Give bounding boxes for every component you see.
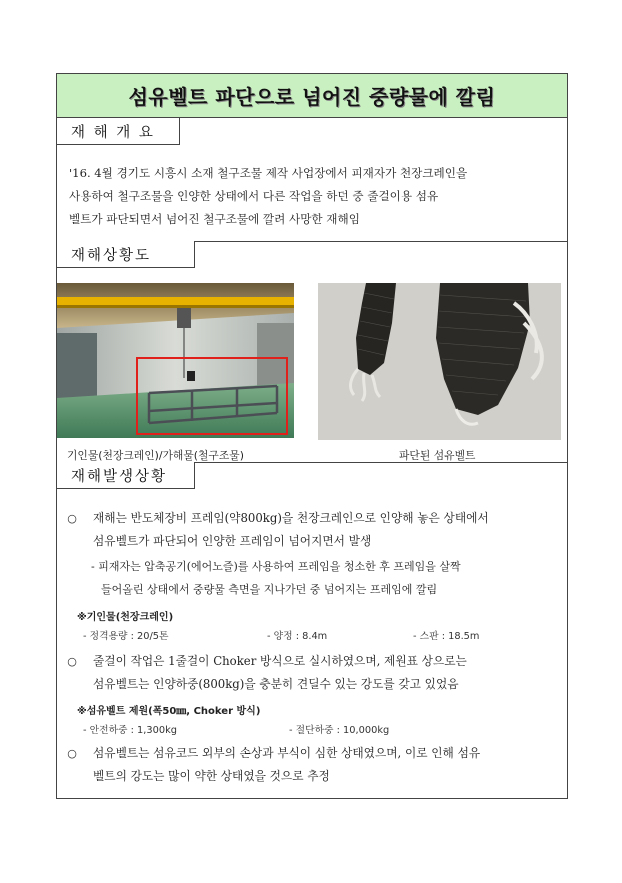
situation-bullet xyxy=(65,507,561,553)
document-frame xyxy=(56,73,568,799)
crane-spec-span: - 스판 : 18.5m xyxy=(413,631,480,642)
factory-scene-image xyxy=(57,283,294,438)
situation-sub-bullet xyxy=(91,555,561,601)
belt-spec-safe-load: - 안전하중 : 1,300kg xyxy=(83,725,177,736)
page-title: 섬유벨트 파단으로 넘어진 중량물에 깔림 xyxy=(128,85,496,109)
belt-photo-caption: 파단된 섬유벨트 xyxy=(399,449,476,462)
situation-bullet xyxy=(65,650,561,696)
overview-line: 사용하여 철구조물을 인양한 상태에서 다른 작업을 하던 중 줄걸이용 섬유 xyxy=(69,189,439,203)
belt-spec-title: ※섬유벨트 제원(폭50㎜, Choker 방식) xyxy=(77,706,261,717)
bullet-line: 섬유벨트는 섬유코드 외부의 손상과 부식이 심한 상태였으며, 이로 인해 섬유 xyxy=(93,746,481,760)
section-label-diagram: 재해상황도 xyxy=(57,241,195,268)
belt-photo xyxy=(318,283,561,440)
overview-text xyxy=(69,162,559,231)
title-bar xyxy=(57,74,567,118)
overview-line: '16. 4월 경기도 시흥시 소재 철구조물 제작 사업장에서 피재자가 천장크레인을 xyxy=(69,166,468,180)
crane-photo xyxy=(57,283,294,438)
crane-spec-lift: - 양정 : 8.4m xyxy=(267,631,328,642)
section-label-situation: 재해발생상황 xyxy=(57,462,195,489)
bullet-line: 섬유벨트가 파단되어 인양한 프레임이 넘어지면서 발생 xyxy=(93,534,372,548)
circle-bullet-icon: ○ xyxy=(67,747,77,760)
section-label-overview: 재 해 개 요 xyxy=(57,118,180,145)
bullet-line: 재해는 반도체장비 프레임(약800kg)을 천장크레인으로 인양해 놓은 상태에서 xyxy=(93,511,489,525)
crane-spec-capacity: - 정격용량 : 20/5톤 xyxy=(83,631,169,642)
overview-line: 벨트가 파단되면서 넘어진 철구조물에 깔려 사망한 재해임 xyxy=(69,212,360,226)
sub-bullet-line: - 피재자는 압축공기(에어노즐)를 사용하여 프레임을 청소한 후 프레임을 살짝 xyxy=(91,560,461,573)
bullet-line: 섬유벨트는 인양하중(800kg)을 충분히 견딜수 있는 강도를 갖고 있었음 xyxy=(93,677,459,691)
situation-bullet xyxy=(65,742,561,788)
bullet-line: 벨트의 강도는 많이 약한 상태였을 것으로 추정 xyxy=(93,769,330,783)
torn-belt-image xyxy=(318,283,561,440)
belt-spec-break-load: - 절단하중 : 10,000kg xyxy=(289,725,390,736)
crane-spec-title: ※기인물(천장크레인) xyxy=(77,612,174,623)
circle-bullet-icon: ○ xyxy=(67,512,77,525)
crane-photo-caption: 기인물(천장크레인)/가해물(철구조물) xyxy=(67,449,244,462)
bullet-line: 줄걸이 작업은 1줄걸이 Choker 방식으로 실시하였으며, 제원표 상으로는 xyxy=(93,654,467,668)
circle-bullet-icon: ○ xyxy=(67,655,77,668)
sub-bullet-line: 들어올린 상태에서 중량물 측면을 지나가던 중 넘어지는 프레임에 깔림 xyxy=(101,583,438,596)
